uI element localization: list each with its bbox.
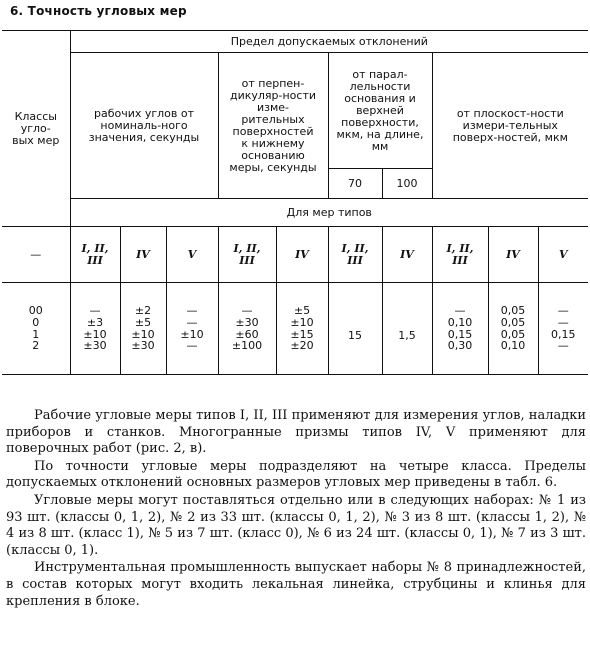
type-label: I, II, III bbox=[70, 227, 120, 283]
table-cell: 00 bbox=[28, 304, 43, 318]
table-cell: ±100 bbox=[231, 339, 263, 353]
col-flat-header: от плоскост-ности измери-тельных поверх-ностей, мкм bbox=[432, 53, 588, 199]
table-data-row bbox=[2, 283, 588, 375]
table-cell: 0,05 bbox=[500, 315, 526, 329]
type-row-dash: — bbox=[2, 227, 70, 283]
table-cell: — bbox=[89, 304, 101, 318]
type-label: V bbox=[166, 227, 218, 283]
type-label: V bbox=[538, 227, 588, 283]
col-parallel-header: от парал-лельности основания и верхней поверхности, мкм, на длине, мм bbox=[328, 53, 432, 169]
data-column bbox=[488, 283, 538, 375]
type-label: IV bbox=[382, 227, 432, 283]
table-cell: — bbox=[186, 339, 198, 353]
data-column bbox=[432, 283, 488, 375]
data-column bbox=[2, 283, 70, 375]
data-column bbox=[328, 283, 382, 375]
paragraph: По точности угловые меры подразделяют на четыре класса. Пределы допускаемых отклонений основных размеров угловых мер приведены в табл. 6. bbox=[6, 458, 586, 491]
table-cell: — bbox=[557, 315, 569, 329]
type-label: IV bbox=[276, 227, 328, 283]
table-cell: ±10 bbox=[290, 315, 314, 329]
length-70: 70 bbox=[328, 169, 382, 199]
table-cell: 0,15 bbox=[551, 327, 576, 341]
table-cell: ±2 bbox=[134, 304, 152, 318]
type-label: I, II, III bbox=[328, 227, 382, 283]
body-text bbox=[6, 408, 586, 610]
paragraph: Рабочие угловые меры типов I, II, III применяют для измерения углов, наладки приборов и станков. Многогранные призмы типов IV, V применяют для поверочных работ (рис. 2, в). bbox=[6, 408, 586, 457]
types-header: Для мер типов bbox=[70, 199, 588, 227]
type-label: I, II, III bbox=[432, 227, 488, 283]
table-cell: 0,05 bbox=[500, 327, 526, 341]
table-cell: ±30 bbox=[235, 315, 259, 329]
table-cell: ±15 bbox=[290, 327, 314, 341]
table-cell: ±60 bbox=[235, 327, 259, 341]
limits-header: Предел допускаемых отклонений bbox=[70, 31, 588, 53]
data-column bbox=[166, 283, 218, 375]
data-column bbox=[276, 283, 328, 375]
table-cell: 0 bbox=[32, 315, 40, 329]
table-caption: 6. Точность угловых мер bbox=[10, 4, 187, 18]
data-column bbox=[218, 283, 276, 375]
table-cell: — bbox=[186, 304, 198, 318]
accuracy-table bbox=[2, 30, 588, 375]
type-label: I, II, III bbox=[218, 227, 276, 283]
table-cell: 1,5 bbox=[398, 328, 416, 342]
table-cell: ±20 bbox=[290, 339, 314, 353]
table-cell: 0,10 bbox=[447, 315, 473, 329]
table-cell: 15 bbox=[348, 328, 362, 342]
table-cell: ±5 bbox=[293, 304, 311, 318]
table-cell: ±10 bbox=[83, 327, 107, 341]
table-cell: 0,30 bbox=[447, 339, 473, 353]
data-column bbox=[538, 283, 588, 375]
data-column bbox=[382, 283, 432, 375]
table-cell: — bbox=[241, 304, 253, 318]
table-cell: ±3 bbox=[86, 315, 104, 329]
table-cell: ±30 bbox=[83, 339, 107, 353]
type-label: IV bbox=[488, 227, 538, 283]
paragraph: Угловые меры могут поставляться отдельно или в следующих наборах: № 1 из 93 шт. (классы 0, 1, 2), № 2 из 33 шт. (классы 0, 1, 2), № 3 из 8 шт. (классы 1, 2), № 4 из 8 шт. (класс 1), № 5 из 7 шт. (класс 0), № 6 из 24 шт. (классы 0, 1), № 7 из 3 шт. (классы 0, 1). bbox=[6, 492, 586, 558]
class-header: Классы угло-вых мер bbox=[2, 31, 70, 227]
data-column bbox=[70, 283, 120, 375]
table-cell: ±10 bbox=[131, 327, 155, 341]
table-cell: ±5 bbox=[134, 315, 152, 329]
length-100: 100 bbox=[382, 169, 432, 199]
table-cell: — bbox=[557, 339, 569, 353]
table-cell: 0,10 bbox=[500, 339, 526, 353]
table-cell: 0,05 bbox=[500, 304, 526, 318]
table-cell: 1 bbox=[32, 327, 40, 341]
table-cell: ±30 bbox=[131, 339, 155, 353]
col-perp-header: от перпен-дикуляр-ности изме-рительных поверхностей к нижнему основанию меры, секунды bbox=[218, 53, 328, 199]
table-cell: — bbox=[186, 315, 198, 329]
type-label: IV bbox=[120, 227, 166, 283]
table-cell: 2 bbox=[32, 339, 40, 353]
paragraph: Инструментальная промышленность выпускает наборы № 8 принадлежностей, в состав которых могут входить лекальная линейка, струбцины и клинья для крепления в блоке. bbox=[6, 560, 586, 609]
table-cell: ±10 bbox=[180, 327, 204, 341]
table-cell: 0,15 bbox=[447, 327, 473, 341]
table-cell: — bbox=[454, 304, 466, 318]
col-working-header: рабочих углов от номиналь-ного значения, секунды bbox=[70, 53, 218, 199]
table-cell: — bbox=[557, 304, 569, 318]
data-column bbox=[120, 283, 166, 375]
